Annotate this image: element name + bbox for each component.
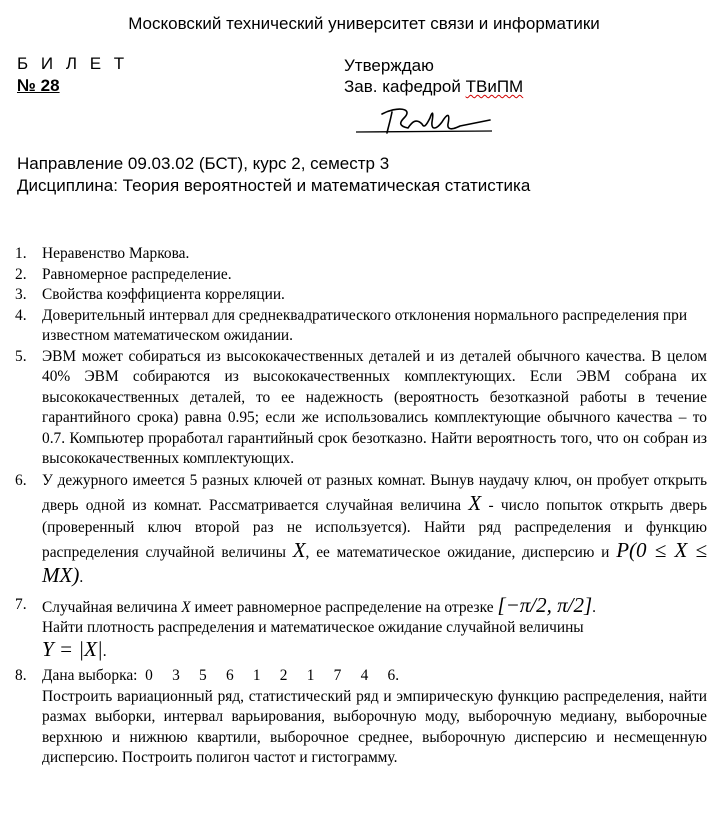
task-text: Построить вариационный ряд, статистический ряд и эмпирическую функцию распределения, найти размах выборки, интервал варьирования, выборочную моду, выборочную медиану, выборочные верхнюю и нижнюю квартили, выборочное среднее, выборочную дисперсию и несмещенную дисперсию. Построить полигон частот и гистограмму. xyxy=(42,687,707,766)
task-text: Случайная величина xyxy=(42,598,178,616)
probability-formula: P(0 ≤ X ≤ MX) xyxy=(42,537,707,587)
task-number: 5. xyxy=(15,347,27,365)
task-item xyxy=(15,244,707,265)
task-number: 4. xyxy=(15,306,27,324)
discipline-line: Дисциплина: Теория вероятностей и математическая статистика xyxy=(17,176,531,195)
task-text: имеет равномерное распределение на отрезке xyxy=(194,598,494,616)
task-item xyxy=(15,470,707,589)
head-prefix: Зав. кафедрой xyxy=(344,77,466,96)
task-item xyxy=(15,666,707,769)
task-text: Неравенство Маркова. xyxy=(42,245,190,262)
ticket-label: Б И Л Е Т xyxy=(17,54,129,73)
task-item xyxy=(15,265,707,286)
task-text: . xyxy=(102,642,107,660)
task-number: 2. xyxy=(15,265,27,283)
task-item xyxy=(15,285,707,306)
task-text: Свойства коэффициента корреляции. xyxy=(42,286,285,303)
task-text: . xyxy=(592,598,596,616)
task-text: ЭВМ может собираться из высококачественных деталей и из деталей обычного качества. В целом 40% ЭВМ собираются из высококачественных комплектующих. Если ЭВМ собрана их высококачественных деталей, то ее надежность (вероятность безотказной работы в течение гарантийного срока) равна 0.95; если же использовались комплектующие обычного качества – то 0.7. Компьютер проработал гарантийный срок безотказно. Найти вероятность того, что он собран из высококачественных комплектующих. xyxy=(42,347,707,467)
signature xyxy=(352,100,502,140)
ticket-number: № 28 xyxy=(17,76,60,95)
random-variable: X xyxy=(292,537,306,562)
task-text: . xyxy=(79,568,84,586)
university-name: Московский технический университет связи и информатики xyxy=(128,14,600,33)
task-number: 6. xyxy=(15,471,27,489)
task-text: У дежурного имеется 5 разных ключей от разных комнат. Вынув наудачу ключ, он пробует открыть дверь одной из комнат. Рассматривается случайная величина xyxy=(42,471,707,514)
y-formula: Y = |X| xyxy=(42,636,103,661)
task-text: Равномерное распределение. xyxy=(42,265,232,283)
task-number: 1. xyxy=(15,245,27,262)
direction-line: Направление 09.03.02 (БСТ), курс 2, семестр 3 xyxy=(17,154,390,173)
random-variable: X xyxy=(181,598,191,616)
task-item xyxy=(15,592,707,663)
sample-values: 0 3 5 6 1 2 1 7 4 6. xyxy=(145,667,400,684)
task-number: 8. xyxy=(15,667,27,684)
task-number: 7. xyxy=(15,595,27,613)
task-text: , ее математическое ожидание, дисперсию и xyxy=(305,543,610,561)
task-text: - число попыток открыть дверь (проверенный ключ второй раз не используется). Найти ряд распределения и функцию распределения случайной величины xyxy=(42,496,707,561)
interval-formula: [−π/2, π/2] xyxy=(497,592,593,617)
task-item xyxy=(15,306,707,347)
task-text: Найти плотность распределения и математическое ожидание случайной величины xyxy=(42,619,584,636)
department-head-title xyxy=(344,77,523,97)
task-number: 3. xyxy=(15,286,27,303)
task-text: Доверительный интервал для среднеквадратического отклонения нормального распределения при известном математическом ожидании. xyxy=(42,306,688,344)
department-name: ТВиПМ xyxy=(465,77,524,96)
approval-label: Утверждаю xyxy=(344,56,434,75)
task-item xyxy=(15,347,707,470)
random-variable: X xyxy=(468,490,482,515)
task-list xyxy=(15,244,707,769)
sample-label: Дана выборка: xyxy=(42,667,138,684)
